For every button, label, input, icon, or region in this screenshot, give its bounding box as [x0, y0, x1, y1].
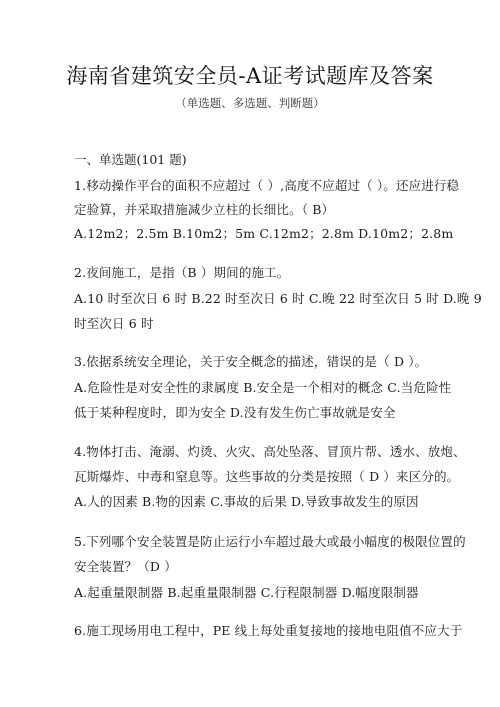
- question-2-options-line-1: A.10 时至次日 6 时 B.22 时至次日 6 时 C.晚 22 时至次日 5 时 D.晚 9: [74, 291, 482, 306]
- question-3-options-line-2: 低于某种程度时，即为安全 D.没有发生伤亡事故就是安全: [74, 405, 396, 420]
- question-1-stem-line-2: 定验算，并采取措施减少立柱的长细比。（ B）: [74, 202, 335, 217]
- document-subtitle: （单选题、多选题、判断题）: [175, 96, 325, 110]
- question-3-stem: 3.依据系统安全理论，关于安全概念的描述，错误的是（ D ）。: [74, 354, 428, 369]
- question-2-stem: 2.夜间施工，是指（B ）期间的施工。: [74, 265, 290, 280]
- question-6-stem-line-1: 6.施工现场用电工程中，PE 线上每处重复接地的接地电阻值不应大于: [74, 623, 463, 638]
- question-5-stem-line-2: 安全装置？（D ）: [74, 559, 177, 574]
- question-4-stem-line-1: 4.物体打击、淹溺、灼烫、火灾、高处坠落、冒顶片帮、透水、放炮、: [74, 444, 466, 459]
- question-1-stem-line-1: 1.移动操作平台的面积不应超过（ ）,高度不应超过（ ）。还应进行稳: [74, 178, 460, 193]
- question-4-stem-line-2: 瓦斯爆炸、中毒和窒息等。这些事故的分类是按照（ D ）来区分的。: [74, 469, 460, 484]
- question-5-stem-line-1: 5.下列哪个安全装置是防止运行小车超过最大或最小幅度的极限位置的: [74, 534, 466, 549]
- question-4-options: A.人的因素 B.物的因素 C.事故的后果 D.导致事故发生的原因: [74, 494, 419, 509]
- section-heading: 一、单选题(101 题): [74, 152, 187, 167]
- question-1-options: A.12m2；2.5m B.10m2；5m C.12m2；2.8m D.10m2；2.8m: [74, 226, 454, 241]
- question-2-options-line-2: 时至次日 6 时: [74, 316, 154, 331]
- question-5-options: A.起重量限制器 B.起重量限制器 C.行程限制器 D.幅度限制器: [74, 585, 419, 600]
- document-title: 海南省建筑安全员-A证考试题库及答案: [66, 64, 434, 88]
- question-3-options-line-1: A.危险性是对安全性的隶属度 B.安全是一个相对的概念 C.当危险性: [74, 380, 452, 395]
